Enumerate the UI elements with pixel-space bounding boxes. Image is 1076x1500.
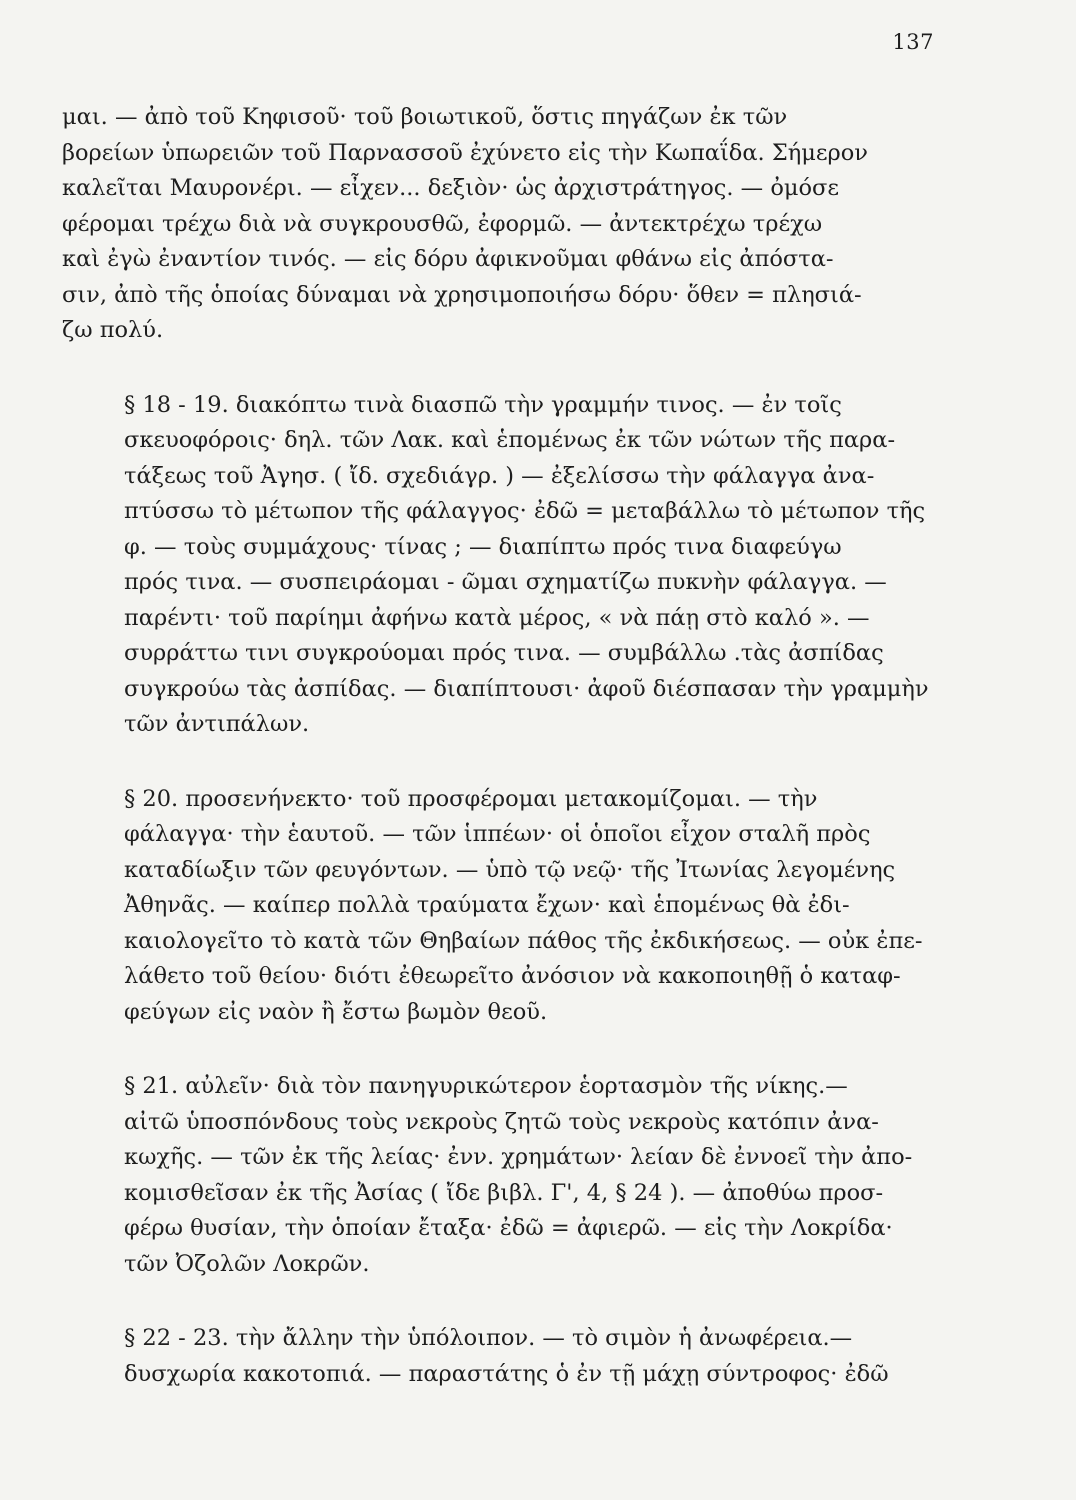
text-line: σιν, ἀπὸ τῆς ὁποίας δύναμαι νὰ χρησιμοποιήσω δόρυ· ὅθεν = πλησιά- <box>62 281 862 308</box>
text-line: φάλαγγα· τὴν ἑαυτοῦ. — τῶν ἱππέων· οἱ ὁποῖοι εἶχον σταλῆ πρὸς <box>124 821 871 847</box>
text-line: § 22 - 23. τὴν ἄλλην τὴν ὑπόλοιπον. — τὸ σιμὸν ἡ ἀνωφέρεια.— <box>124 1325 853 1351</box>
text-line: φέρω θυσίαν, τὴν ὁποίαν ἔταξα· ἐδῶ = ἀφιερῶ. — εἰς τὴν Λοκρίδα· <box>124 1215 893 1241</box>
text-column <box>62 100 938 1392</box>
text-line: τάξεως τοῦ Ἀγησ. ( ἴδ. σχεδιάγρ. ) — ἐξελίσσω τὴν φάλαγγα ἀνα- <box>124 462 875 489</box>
text-line: πτύσσω τὸ μέτωπον τῆς φάλαγγος· ἐδῶ = μεταβάλλω τὸ μέτωπον τῆς <box>124 498 926 524</box>
text-line: βορείων ὑπωρειῶν τοῦ Παρνασσοῦ ἐχύνετο εἰς τὴν Κωπαΐδα. Σήμερον <box>62 139 868 166</box>
text-line: φ. — τοὺς συμμάχους· τίνας ; — διαπίπτω πρός τινα διαφεύγω <box>124 533 842 560</box>
text-line: παρέντι· τοῦ παρίημι ἀφήνω κατὰ μέρος, « νὰ πάῃ στὸ καλό ». — <box>124 604 870 631</box>
text-line: κομισθεῖσαν ἐκ τῆς Ἀσίας ( ἴδε βιβλ. Γ', 4, § 24 ). — ἀποθύω προσ- <box>124 1179 884 1206</box>
text-line: καταδίωξιν τῶν φευγόντων. — ὑπὸ τῷ νεῷ· τῆς Ἰτωνίας λεγομένης <box>124 856 896 883</box>
text-line: λάθετο τοῦ θείου· διότι ἐθεωρεῖτο ἀνόσιον νὰ κακοποιηθῇ ὁ καταφ- <box>124 963 901 989</box>
text-line: συγκρούω τὰς ἀσπίδας. — διαπίπτουσι· ἀφοῦ διέσπασαν τὴν γραμμὴν <box>124 675 929 702</box>
text-line: μαι. — ἀπὸ τοῦ Κηφισοῦ· τοῦ βοιωτικοῦ, ὅστις πηγάζων ἐκ τῶν <box>62 104 788 130</box>
paragraph-continuation <box>62 100 938 349</box>
text-line: αἰτῶ ὑποσπόνδους τοὺς νεκροὺς ζητῶ τοὺς νεκροὺς κατόπιν ἀνα- <box>124 1108 879 1135</box>
paragraph-section-21 <box>62 1069 938 1282</box>
text-line: καιολογεῖτο τὸ κατὰ τῶν Θηβαίων πάθος τῆς ἐκδικήσεως. — οὐκ ἐπε- <box>124 927 923 954</box>
text-line: τῶν Ὀζολῶν Λοκρῶν. <box>124 1250 370 1277</box>
text-line: ζω πολύ. <box>62 317 164 343</box>
text-line: τῶν ἀντιπάλων. <box>124 711 310 737</box>
text-line: § 21. αὐλεῖν· διὰ τὸν πανηγυρικώτερον ἑορτασμὸν τῆς νίκης.— <box>124 1073 848 1099</box>
text-line: σκευοφόροις· δηλ. τῶν Λακ. καὶ ἑπομένως ἐκ τῶν νώτων τῆς παρα- <box>124 427 896 453</box>
text-line: § 20. προσενήνεκτο· τοῦ προσφέρομαι μετακομίζομαι. — τὴν <box>124 785 818 812</box>
text-line: § 18 - 19. διακόπτω τινὰ διασπῶ τὴν γραμμήν τινος. — ἐν τοῖς <box>124 391 842 418</box>
text-line: Ἀθηνᾶς. — καίπερ πολλὰ τραύματα ἔχων· καὶ ἑπομένως θὰ ἐδι- <box>124 892 850 918</box>
page-number: 137 <box>892 30 934 54</box>
paragraph-section-20 <box>62 782 938 1031</box>
text-line: δυσχωρία κακοτοπιά. — παραστάτης ὁ ἐν τῇ μάχῃ σύντροφος· ἐδῶ <box>124 1360 889 1387</box>
text-line: πρός τινα. — συσπειράομαι - ῶμαι σχηματίζω πυκνὴν φάλαγγα. — <box>124 569 887 595</box>
text-line: κωχῆς. — τῶν ἐκ τῆς λείας· ἐνν. χρημάτων· λείαν δὲ ἐννοεῖ τὴν ἀπο- <box>124 1144 913 1170</box>
text-line: φεύγων εἰς ναὸν ἢ ἔστω βωμὸν θεοῦ. <box>124 998 548 1025</box>
text-line: φέρομαι τρέχω διὰ νὰ συγκρουσθῶ, ἐφορμῶ. — ἀντεκτρέχω τρέχω <box>62 210 823 237</box>
text-line: συρράττω τινι συγκρούομαι πρός τινα. — συμβάλλω .τὰς ἀσπίδας <box>124 640 884 666</box>
paragraph-section-18-19 <box>62 388 938 743</box>
paragraph-section-22-23 <box>62 1321 938 1392</box>
text-line: καλεῖται Μαυρονέρι. — εἶχεν... δεξιὸν· ὡς ἀρχιστράτηγος. — ὀμόσε <box>62 175 840 201</box>
text-line: καὶ ἐγὼ ἐναντίον τινός. — εἰς δόρυ ἀφικνοῦμαι φθάνω εἰς ἀπόστα- <box>62 246 834 272</box>
